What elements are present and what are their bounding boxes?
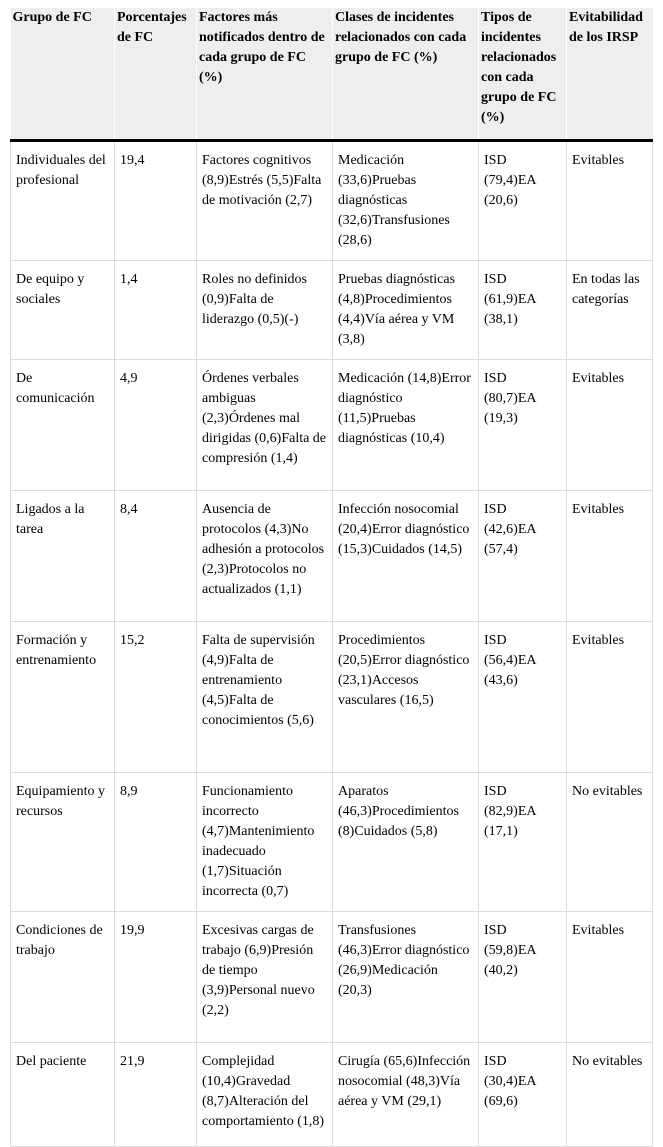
header-grupo: Grupo de FC [11,8,115,141]
table-row [11,491,653,622]
table-row [11,261,653,360]
factors-table-container [10,8,652,1147]
table-row [11,141,653,261]
cell-evitabilidad: Evitables [567,622,653,773]
cell-clases: Cirugía (65,6)Infección nosocomial (48,3)Vía aérea y VM (29,1) [333,1043,479,1147]
cell-porcentaje: 8,9 [115,773,197,912]
cell-tipos: ISD (56,4)EA (43,6) [479,622,567,773]
cell-grupo: Ligados a la tarea [11,491,115,622]
cell-evitabilidad: Evitables [567,360,653,491]
cell-clases: Infección nosocomial (20,4)Error diagnóstico (15,3)Cuidados (14,5) [333,491,479,622]
header-factores: Factores más notificados dentro de cada grupo de FC (%) [197,8,333,141]
cell-grupo: Del paciente [11,1043,115,1147]
cell-clases: Medicación (14,8)Error diagnóstico (11,5)Pruebas diagnósticas (10,4) [333,360,479,491]
cell-factores: Factores cognitivos (8,9)Estrés (5,5)Falta de motivación (2,7) [197,141,333,261]
cell-grupo: Equipamiento y recursos [11,773,115,912]
header-row [11,8,653,141]
cell-porcentaje: 19,9 [115,912,197,1043]
cell-factores: Funcionamiento incorrecto (4,7)Mantenimiento inadecuado (1,7)Situación incorrecta (0,7) [197,773,333,912]
cell-factores: Roles no definidos (0,9)Falta de liderazgo (0,5)(-) [197,261,333,360]
cell-clases: Transfusiones (46,3)Error diagnóstico (26,9)Medicación (20,3) [333,912,479,1043]
header-tipos: Tipos de incidentes relacionados con cada grupo de FC (%) [479,8,567,141]
cell-factores: Falta de supervisión (4,9)Falta de entrenamiento (4,5)Falta de conocimientos (5,6) [197,622,333,773]
table-row [11,1043,653,1147]
cell-evitabilidad: Evitables [567,141,653,261]
cell-factores: Complejidad (10,4)Gravedad (8,7)Alteración del comportamiento (1,8) [197,1043,333,1147]
cell-porcentaje: 21,9 [115,1043,197,1147]
table-row [11,912,653,1043]
cell-porcentaje: 1,4 [115,261,197,360]
cell-tipos: ISD (61,9)EA (38,1) [479,261,567,360]
cell-tipos: ISD (82,9)EA (17,1) [479,773,567,912]
cell-clases: Aparatos (46,3)Procedimientos (8)Cuidados (5,8) [333,773,479,912]
cell-clases: Pruebas diagnósticas (4,8)Procedimientos (4,4)Vía aérea y VM (3,8) [333,261,479,360]
cell-factores: Ausencia de protocolos (4,3)No adhesión a protocolos (2,3)Protocolos no actualizados (1,1) [197,491,333,622]
cell-evitabilidad: No evitables [567,773,653,912]
cell-tipos: ISD (80,7)EA (19,3) [479,360,567,491]
cell-porcentaje: 8,4 [115,491,197,622]
header-clases: Clases de incidentes relacionados con cada grupo de FC (%) [333,8,479,141]
cell-grupo: De equipo y sociales [11,261,115,360]
cell-factores: Órdenes verbales ambiguas (2,3)Órdenes mal dirigidas (0,6)Falta de compresión (1,4) [197,360,333,491]
table-header [11,8,653,141]
cell-porcentaje: 19,4 [115,141,197,261]
cell-grupo: Formación y entrenamiento [11,622,115,773]
table-body [11,141,653,1147]
header-porcentaje: Porcentajes de FC [115,8,197,141]
table-row [11,622,653,773]
cell-tipos: ISD (30,4)EA (69,6) [479,1043,567,1147]
cell-evitabilidad: Evitables [567,912,653,1043]
table-row [11,360,653,491]
cell-clases: Medicación (33,6)Pruebas diagnósticas (32,6)Transfusiones (28,6) [333,141,479,261]
cell-evitabilidad: Evitables [567,491,653,622]
cell-evitabilidad: En todas las categorías [567,261,653,360]
factors-table [10,8,653,1147]
header-evitabilidad: Evitabilidad de los IRSP [567,8,653,141]
cell-tipos: ISD (42,6)EA (57,4) [479,491,567,622]
cell-factores: Excesivas cargas de trabajo (6,9)Presión de tiempo (3,9)Personal nuevo (2,2) [197,912,333,1043]
cell-porcentaje: 4,9 [115,360,197,491]
cell-porcentaje: 15,2 [115,622,197,773]
cell-grupo: Individuales del profesional [11,141,115,261]
cell-tipos: ISD (79,4)EA (20,6) [479,141,567,261]
cell-evitabilidad: No evitables [567,1043,653,1147]
table-row [11,773,653,912]
cell-clases: Procedimientos (20,5)Error diagnóstico (23,1)Accesos vasculares (16,5) [333,622,479,773]
cell-tipos: ISD (59,8)EA (40,2) [479,912,567,1043]
cell-grupo: De comunicación [11,360,115,491]
cell-grupo: Condiciones de trabajo [11,912,115,1043]
